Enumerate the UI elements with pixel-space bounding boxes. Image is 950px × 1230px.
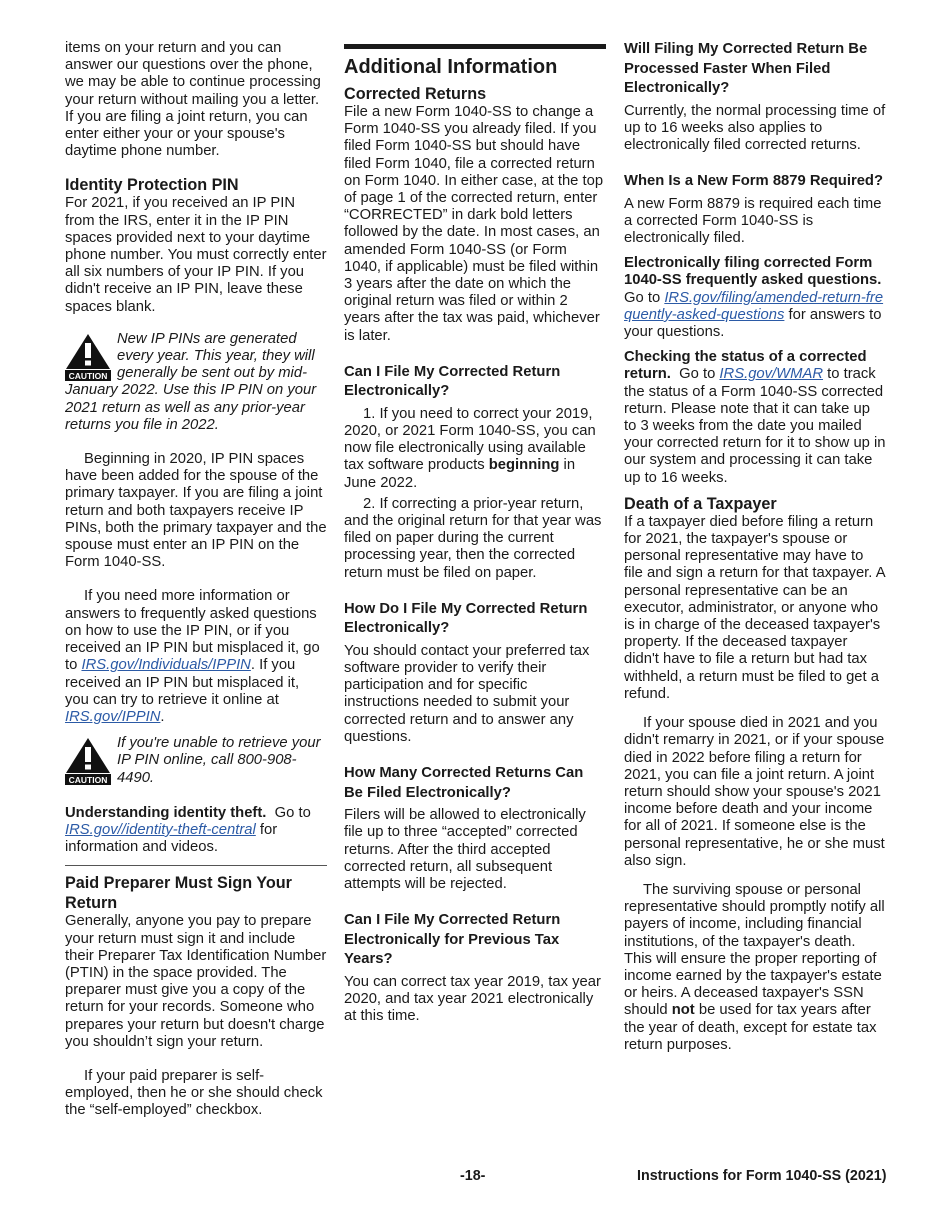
heading-corrected-returns: Corrected Returns — [344, 85, 487, 103]
text-span: Go to — [274, 804, 311, 821]
paragraph-ippin-2: Beginning in 2020, IP PIN spaces have been added for the spouse of the primary taxpayer. If you are filing a joint return and both taxpayers receive IP PINs, both the primary taxpayer and the spouse must enter an IP PIN on the Form 1040-SS. — [65, 451, 327, 571]
paragraph-processed-faster: Currently, the normal processing time of up to 16 weeks also applies to electronically filed corrected returns. — [624, 102, 886, 153]
text-span: 1. If you need to correct your 2019, 2020, or 2021 Form 1040-SS, you can now file electronically using available tax software products — [344, 405, 596, 474]
link-irs-ippin[interactable]: IRS.gov/IPPIN — [65, 708, 161, 725]
caution-icon — [65, 737, 111, 785]
bold-lead: Understanding identity theft. — [65, 804, 267, 821]
heading-form-8879: When Is a New Form 8879 Required? — [624, 173, 884, 190]
link-irs-wmar[interactable]: IRS.gov/WMAR — [719, 366, 824, 383]
document-title: Instructions for Form 1040-SS (2021) — [637, 1168, 887, 1184]
paragraph-ippin-1: For 2021, if you received an IP PIN from the IRS, enter it in the IP PIN spaces provided next to your daytime phone number. You must correctly enter all six numbers of your IP PIN. If you didn't receive an IP PIN, leave these spaces blank. — [65, 195, 327, 315]
heading-identity-protection-pin: Identity Protection PIN — [65, 176, 239, 195]
paragraph-form-8879: A new Form 8879 is required each time a corrected Form 1040-SS is electronically filed. — [624, 195, 882, 247]
paragraph-check-status — [624, 349, 886, 487]
text-span: for information and videos. — [65, 821, 278, 856]
text-span: The surviving spouse or personal representative should promptly notify all payers of income, including financial institutions, of the taxpayer's death. This will ensure the proper reporting of income earned by the taxpayer's estate or heirs. A deceased taxpayer's SSN should — [624, 881, 885, 1019]
caution-label: CAUTION — [68, 370, 108, 381]
text-span: Go to — [679, 366, 720, 383]
link-identity-theft-central[interactable]: IRS.gov//identity-theft-central — [65, 821, 256, 838]
caution-text-2: If you're unable to retrieve your IP PIN online, call 800-908-4490. — [117, 735, 321, 786]
paragraph-preparer-2: If your paid preparer is self-employed, then he or she should check the “self-employed” checkbox. — [65, 1067, 323, 1119]
caution-note-2 — [65, 735, 327, 787]
paragraph-death-2: If your spouse died in 2021 and you didn't remarry in 2021, or if your spouse died in 2022 before filing a return for 2021, you can file a joint return. A joint return should show your spouse's 2021 income before death and your income for all of 2021. If someone else is the personal representative, he or she must also sign. — [624, 715, 885, 869]
text-span: . If you received an IP PIN but misplaced it, you can try to retrieve it online at — [65, 657, 300, 708]
list-item-1 — [344, 406, 606, 492]
section-divider — [65, 865, 327, 866]
link-amended-return-faq[interactable]: IRS.gov/filing/amended-return-frequently-asked-questions — [624, 289, 884, 323]
heading-death-of-taxpayer: Death of a Taxpayer — [624, 494, 777, 513]
text-span: Go to — [624, 289, 665, 306]
heading-can-i-file-electronically: Can I File My Corrected Return Electronically? — [344, 363, 561, 400]
paragraph-continued: items on your return and you can answer our questions over the phone, we may be able to continue processing your return without mailing you a letter. If you are filing a joint return, you can enter either your or your spouse's daytime phone number. — [65, 40, 321, 160]
heading-additional-information: Additional Information — [344, 56, 558, 78]
column-left — [65, 40, 327, 1120]
caution-label: CAUTION — [68, 775, 108, 786]
bold-lead: Electronically filing corrected Form 1040-SS frequently asked questions. — [624, 255, 882, 289]
paragraph-how-many-returns: Filers will be allowed to electronically file up to three “accepted” corrected returns. After the third accepted corrected return, all subsequent attempts will be rejected. — [344, 807, 586, 892]
paragraph-death-1: If a taxpayer died before filing a return for 2021, the taxpayer's spouse or personal representative may have to file and sign a return for that taxpayer. A personal representative can be an executor, administrator, or anyone who is in charge of the deceased taxpayer's property. If the deceased taxpayer didn't have to file a return but had tax withheld, a return must be filed to get a refund. — [624, 513, 885, 702]
column-middle — [344, 40, 606, 1025]
bold-text: beginning — [488, 457, 560, 474]
text-span: be used for tax years after the year of death, except for estate tax return purposes. — [624, 1002, 877, 1053]
paragraph-preparer-1: Generally, anyone you pay to prepare your return must sign it and include their Preparer Tax Identification Number (PTIN) in the space provided. The preparer must give you a copy of the return for your records. Someone who prepares your return but doesn't charge you shouldn’t sign your return. — [65, 913, 327, 1050]
page-number: -18- — [460, 1168, 486, 1184]
caution-icon — [65, 333, 111, 381]
bold-lead: Checking the status of a corrected return. — [624, 349, 867, 383]
section-rule — [344, 44, 606, 49]
paragraph-faq — [624, 255, 886, 341]
column-right — [624, 40, 886, 1054]
paragraph-identity-theft — [65, 805, 327, 857]
text-span: in June 2022. — [344, 457, 576, 491]
link-irs-individuals-ippin[interactable]: IRS.gov/Individuals/IPPIN — [81, 657, 251, 674]
text-span: for answers to your questions. — [624, 306, 882, 341]
paragraph-how-do-i-file: You should contact your preferred tax software provider to verify their participation and for specific instructions needed to submit your corrected return and to answer any questions. — [344, 642, 590, 745]
paragraph-death-3 — [624, 882, 886, 1054]
paragraph-ippin-3 — [65, 588, 327, 726]
heading-how-do-i-file: How Do I File My Corrected Return Electronically? — [344, 600, 588, 637]
caution-text-1: New IP PINs are generated every year. This year, they will generally be sent out by mid-January 2022. Use this IP PIN on your 2021 return as well as any prior-year returns you file in 2022. — [65, 330, 317, 433]
caution-note-1 — [65, 331, 327, 434]
heading-how-many-returns: How Many Corrected Returns Can Be Filed Electronically? — [344, 765, 584, 801]
text-span: . — [160, 708, 165, 725]
list-item-2: 2. If correcting a prior-year return, and the original return for that year was filed on paper during the current processing year, then the corrected return must be filed on paper. — [344, 495, 602, 581]
heading-processed-faster: Will Filing My Corrected Return Be Processed Faster When Filed Electronically? — [624, 41, 868, 96]
paragraph-corrected-returns: File a new Form 1040-SS to change a Form 1040-SS you already filed. If you filed Form 1040-SS but should have filed Form 1040, file a corrected return on Form 1040. In either case, at the top of page 1 of the corrected return, enter “CORRECTED” in dark bold letters followed by the date. In most cases, an amended Form 1040-SS (or Form 1040, if applicable) must be filed within 3 years after the date on which the original return was filed or within 2 years after the tax was paid, whichever is later. — [344, 104, 604, 344]
text-span: to track the status of a Form 1040-SS corrected return. Please note that it can take up to 3 weeks from the date you mailed your corrected return for it to show up in our system and processing it can take up to 16 weeks. — [624, 366, 886, 486]
paragraph-previous-tax-years: You can correct tax year 2019, tax year 2020, and tax year 2021 electronically at this time. — [344, 973, 601, 1025]
bold-text: not — [671, 1002, 695, 1019]
heading-paid-preparer: Paid Preparer Must Sign Your Return — [65, 874, 292, 913]
text-span: If you need more information or answers to frequently asked questions on how to use the IP PIN, or if you received an IP PIN but misplaced it, go to — [65, 588, 320, 674]
heading-previous-tax-years: Can I File My Corrected Return Electronically for Previous Tax Years? — [344, 912, 561, 968]
